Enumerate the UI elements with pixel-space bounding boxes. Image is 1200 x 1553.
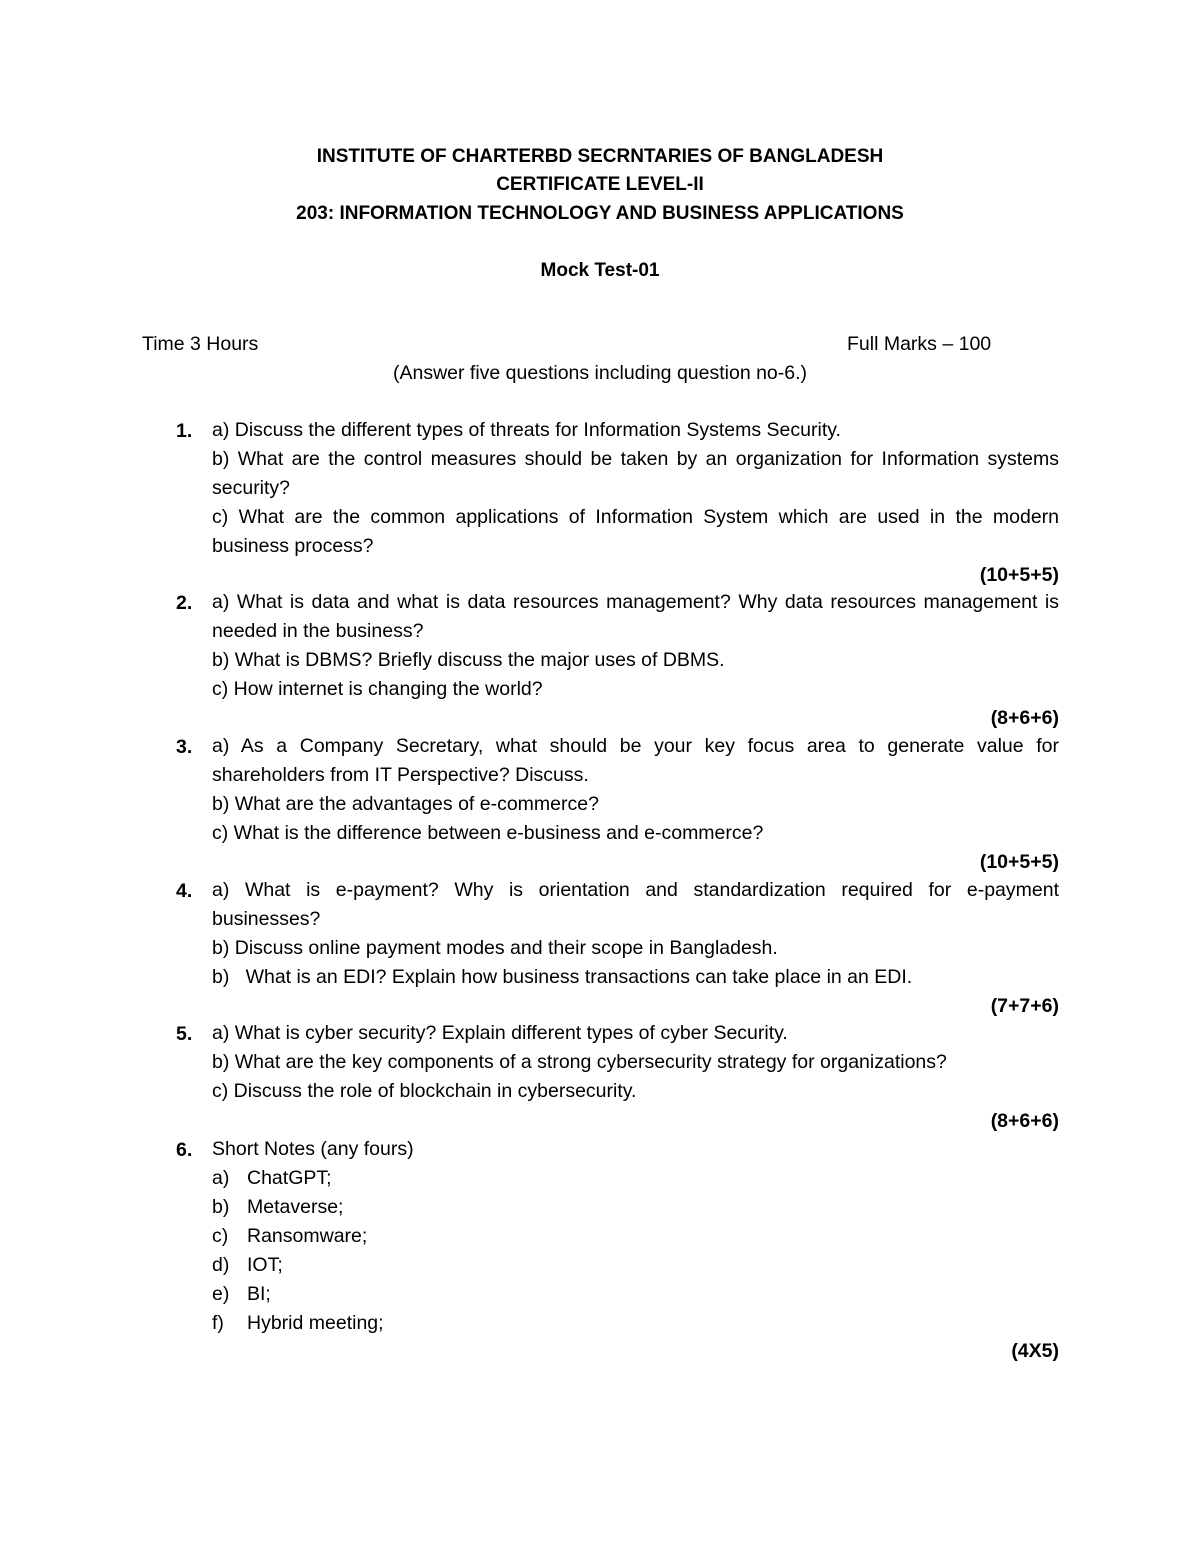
item-letter: b) bbox=[212, 1196, 230, 1218]
marks-label: (4X5) bbox=[1011, 1340, 1059, 1362]
item-letter: c) bbox=[212, 1225, 229, 1247]
item-letter: a) bbox=[212, 1167, 230, 1189]
item-text: BI; bbox=[247, 1283, 271, 1305]
question-part: c) Discuss the role of blockchain in cybersecurity. bbox=[212, 1080, 637, 1102]
short-note-item bbox=[212, 1222, 367, 1251]
test-title: Mock Test-01 bbox=[540, 260, 660, 281]
full-marks-label: Full Marks – 100 bbox=[847, 333, 992, 355]
item-letter: e) bbox=[212, 1283, 230, 1305]
short-note-item bbox=[212, 1164, 332, 1193]
instruction-text: (Answer five questions including question no-6.) bbox=[392, 362, 808, 384]
item-text: IOT; bbox=[247, 1254, 283, 1276]
question-text bbox=[212, 588, 1059, 704]
item-letter: d) bbox=[212, 1254, 230, 1276]
question-part: a) As a Company Secretary, what should be your key focus area to generate value for shareholders from IT Perspective? Discuss. bbox=[212, 735, 1059, 786]
question-number: 3. bbox=[176, 736, 193, 758]
marks-label: (10+5+5) bbox=[979, 564, 1059, 586]
short-note-item bbox=[212, 1193, 343, 1222]
item-text: Metaverse; bbox=[247, 1196, 344, 1218]
question-part: a) What is data and what is data resources management? Why data resources management is needed in the business? bbox=[212, 591, 1059, 642]
item-text: ChatGPT; bbox=[247, 1167, 332, 1189]
question-part: a) What is cyber security? Explain different types of cyber Security. bbox=[212, 1022, 788, 1044]
question-number: 2. bbox=[176, 592, 193, 614]
question-part: a) Discuss the different types of threats for Information Systems Security. bbox=[212, 419, 841, 441]
question-text bbox=[212, 876, 1059, 992]
question-part: b) What are the advantages of e-commerce? bbox=[212, 793, 599, 815]
question-number: 1. bbox=[176, 420, 193, 442]
marks-label: (7+7+6) bbox=[990, 995, 1059, 1017]
question-part: a) What is e-payment? Why is orientation and standardization required for e-payment businesses? bbox=[212, 879, 1059, 930]
question-text bbox=[212, 416, 1059, 561]
short-notes-title: Short Notes (any fours) bbox=[212, 1138, 414, 1160]
question-part: b) What are the control measures should be taken by an organization for Information systems security? bbox=[212, 448, 1059, 499]
question-number: 6. bbox=[176, 1139, 193, 1161]
time-label: Time 3 Hours bbox=[142, 333, 259, 355]
short-note-item bbox=[212, 1251, 283, 1280]
marks-label: (10+5+5) bbox=[979, 851, 1059, 873]
question-part: b) What is DBMS? Briefly discuss the major uses of DBMS. bbox=[212, 649, 725, 671]
level-title: CERTIFICATE LEVEL-II bbox=[496, 174, 704, 195]
course-title: 203: INFORMATION TECHNOLOGY AND BUSINESS APPLICATIONS bbox=[296, 203, 904, 224]
short-note-item bbox=[212, 1309, 384, 1338]
item-letter: f) bbox=[212, 1312, 224, 1334]
question-number: 4. bbox=[176, 880, 193, 902]
question-text bbox=[212, 1019, 1059, 1106]
item-text: Ransomware; bbox=[247, 1225, 368, 1247]
question-part: b) Discuss online payment modes and their scope in Bangladesh. bbox=[212, 937, 778, 959]
marks-label: (8+6+6) bbox=[990, 707, 1059, 729]
institute-title: INSTITUTE OF CHARTERBD SECRNTARIES OF BANGLADESH bbox=[316, 146, 884, 167]
question-part: b) What is an EDI? Explain how business transactions can take place in an EDI. bbox=[212, 966, 913, 988]
marks-label: (8+6+6) bbox=[990, 1110, 1059, 1132]
question-part: c) What is the difference between e-business and e-commerce? bbox=[212, 822, 764, 844]
question-part: c) What are the common applications of Information System which are used in the modern business process? bbox=[212, 506, 1059, 557]
question-part: c) How internet is changing the world? bbox=[212, 678, 543, 700]
short-note-item bbox=[212, 1280, 271, 1309]
question-text bbox=[212, 732, 1059, 848]
item-text: Hybrid meeting; bbox=[247, 1312, 384, 1334]
question-number: 5. bbox=[176, 1023, 193, 1045]
question-part: b) What are the key components of a strong cybersecurity strategy for organizations? bbox=[212, 1051, 947, 1073]
